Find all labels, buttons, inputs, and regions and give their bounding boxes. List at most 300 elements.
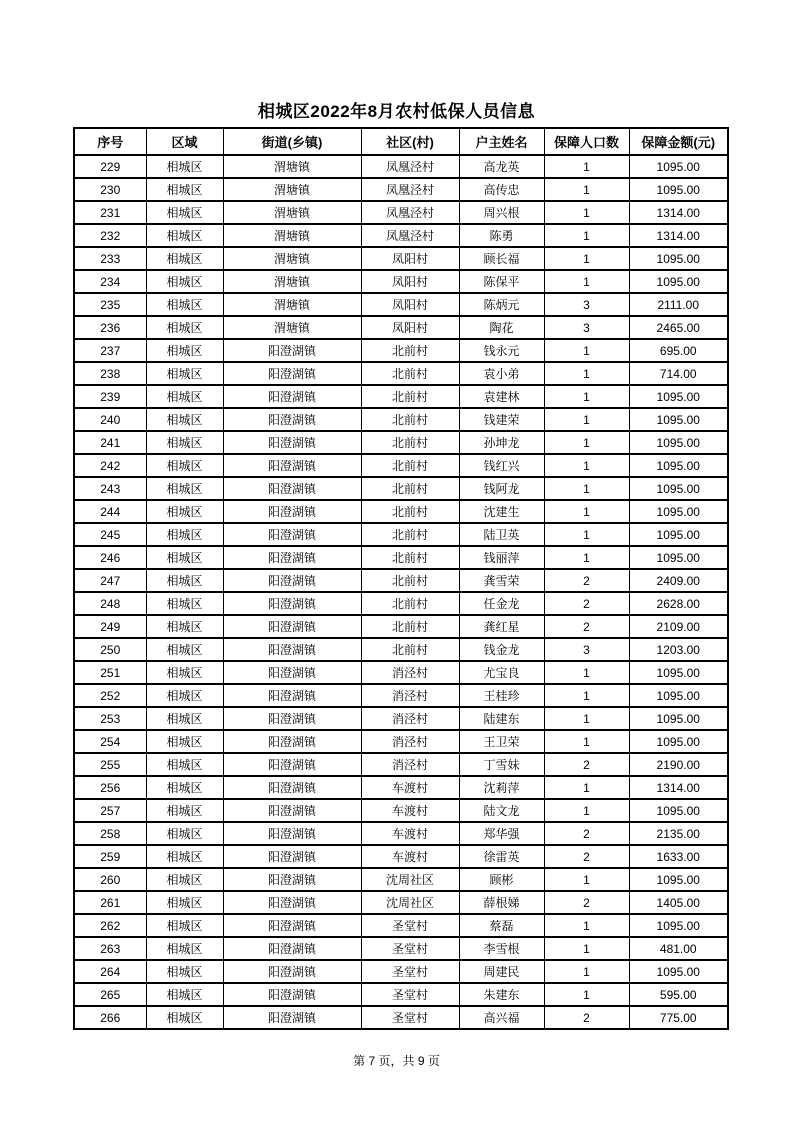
table-cell: 240 <box>74 408 146 431</box>
table-cell: 阳澄湖镇 <box>223 753 361 776</box>
table-cell: 周建民 <box>459 960 544 983</box>
column-header: 保障人口数 <box>544 128 629 155</box>
table-cell: 凤阳村 <box>361 293 459 316</box>
table-cell: 渭塘镇 <box>223 201 361 224</box>
table-cell: 圣堂村 <box>361 914 459 937</box>
table-cell: 陈保平 <box>459 270 544 293</box>
table-row <box>74 983 728 1006</box>
table-cell: 252 <box>74 684 146 707</box>
table-cell: 相城区 <box>146 914 223 937</box>
table-cell: 1095.00 <box>629 546 728 569</box>
table-cell: 1095.00 <box>629 730 728 753</box>
table-cell: 1 <box>544 454 629 477</box>
table-cell: 1095.00 <box>629 270 728 293</box>
table-cell: 1095.00 <box>629 408 728 431</box>
table-cell: 231 <box>74 201 146 224</box>
table-cell: 阳澄湖镇 <box>223 960 361 983</box>
table-cell: 232 <box>74 224 146 247</box>
table-cell: 相城区 <box>146 385 223 408</box>
table-cell: 235 <box>74 293 146 316</box>
table-cell: 238 <box>74 362 146 385</box>
table-cell: 3 <box>544 638 629 661</box>
table-cell: 北前村 <box>361 408 459 431</box>
table-cell: 徐雷英 <box>459 845 544 868</box>
table-cell: 1 <box>544 730 629 753</box>
table-cell: 1 <box>544 546 629 569</box>
table-row <box>74 523 728 546</box>
table-cell: 相城区 <box>146 155 223 178</box>
table-cell: 254 <box>74 730 146 753</box>
table-row <box>74 707 728 730</box>
table-cell: 周兴根 <box>459 201 544 224</box>
table-cell: 顾彬 <box>459 868 544 891</box>
table-cell: 3 <box>544 293 629 316</box>
table-cell: 1 <box>544 937 629 960</box>
table-row <box>74 155 728 178</box>
table-cell: 钱丽萍 <box>459 546 544 569</box>
table-row <box>74 776 728 799</box>
table-row <box>74 868 728 891</box>
table-cell: 695.00 <box>629 339 728 362</box>
table-cell: 2 <box>544 753 629 776</box>
table-cell: 相城区 <box>146 1006 223 1029</box>
table-cell: 1095.00 <box>629 178 728 201</box>
table-cell: 尤宝良 <box>459 661 544 684</box>
table-cell: 王卫荣 <box>459 730 544 753</box>
table-cell: 相城区 <box>146 500 223 523</box>
table-cell: 相城区 <box>146 477 223 500</box>
table-cell: 247 <box>74 569 146 592</box>
table-cell: 相城区 <box>146 753 223 776</box>
table-row <box>74 385 728 408</box>
table-cell: 相城区 <box>146 845 223 868</box>
table-cell: 相城区 <box>146 661 223 684</box>
table-cell: 钱建荣 <box>459 408 544 431</box>
table-row <box>74 1006 728 1029</box>
table-cell: 北前村 <box>361 454 459 477</box>
table-cell: 袁小弟 <box>459 362 544 385</box>
table-cell: 消泾村 <box>361 730 459 753</box>
table-cell: 1 <box>544 339 629 362</box>
table-cell: 阳澄湖镇 <box>223 799 361 822</box>
table-cell: 2 <box>544 615 629 638</box>
table-cell: 阳澄湖镇 <box>223 707 361 730</box>
table-cell: 相城区 <box>146 638 223 661</box>
table-cell: 1095.00 <box>629 960 728 983</box>
table-cell: 凤凰泾村 <box>361 201 459 224</box>
table-cell: 1095.00 <box>629 454 728 477</box>
table-cell: 242 <box>74 454 146 477</box>
table-cell: 相城区 <box>146 247 223 270</box>
table-cell: 北前村 <box>361 385 459 408</box>
table-cell: 相城区 <box>146 707 223 730</box>
table-cell: 北前村 <box>361 431 459 454</box>
table-cell: 230 <box>74 178 146 201</box>
table-cell: 595.00 <box>629 983 728 1006</box>
table-cell: 1095.00 <box>629 523 728 546</box>
column-header: 社区(村) <box>361 128 459 155</box>
table-cell: 郑华强 <box>459 822 544 845</box>
table-row <box>74 339 728 362</box>
table-cell: 1 <box>544 408 629 431</box>
table-cell: 渭塘镇 <box>223 270 361 293</box>
table-cell: 阳澄湖镇 <box>223 1006 361 1029</box>
table-row <box>74 799 728 822</box>
table-cell: 阳澄湖镇 <box>223 638 361 661</box>
table-cell: 阳澄湖镇 <box>223 891 361 914</box>
table-cell: 北前村 <box>361 500 459 523</box>
table-row <box>74 684 728 707</box>
table-cell: 相城区 <box>146 891 223 914</box>
table-cell: 1314.00 <box>629 201 728 224</box>
table-cell: 阳澄湖镇 <box>223 615 361 638</box>
table-cell: 沈莉萍 <box>459 776 544 799</box>
table-cell: 相城区 <box>146 983 223 1006</box>
table-cell: 241 <box>74 431 146 454</box>
table-cell: 251 <box>74 661 146 684</box>
table-row <box>74 914 728 937</box>
table-cell: 北前村 <box>361 477 459 500</box>
table-cell: 1095.00 <box>629 385 728 408</box>
table-cell: 相城区 <box>146 178 223 201</box>
table-cell: 相城区 <box>146 868 223 891</box>
table-cell: 1095.00 <box>629 707 728 730</box>
table-cell: 渭塘镇 <box>223 293 361 316</box>
table-cell: 王桂珍 <box>459 684 544 707</box>
table-cell: 1 <box>544 914 629 937</box>
table-cell: 凤凰泾村 <box>361 178 459 201</box>
table-row <box>74 362 728 385</box>
table-cell: 3 <box>544 316 629 339</box>
table-row <box>74 224 728 247</box>
table-cell: 相城区 <box>146 523 223 546</box>
table-cell: 阳澄湖镇 <box>223 776 361 799</box>
table-row <box>74 638 728 661</box>
table-cell: 阳澄湖镇 <box>223 477 361 500</box>
table-cell: 266 <box>74 1006 146 1029</box>
table-cell: 阳澄湖镇 <box>223 500 361 523</box>
table-cell: 相城区 <box>146 937 223 960</box>
table-row <box>74 178 728 201</box>
table-cell: 248 <box>74 592 146 615</box>
table-cell: 凤阳村 <box>361 270 459 293</box>
table-cell: 北前村 <box>361 546 459 569</box>
table-cell: 1 <box>544 385 629 408</box>
page-title: 相城区2022年8月农村低保人员信息 <box>257 102 536 121</box>
table-cell: 2465.00 <box>629 316 728 339</box>
table-cell: 陆卫英 <box>459 523 544 546</box>
table-cell: 1 <box>544 362 629 385</box>
table-cell: 车渡村 <box>361 822 459 845</box>
table-cell: 1 <box>544 178 629 201</box>
table-cell: 阳澄湖镇 <box>223 914 361 937</box>
column-header: 户主姓名 <box>459 128 544 155</box>
table-cell: 相城区 <box>146 799 223 822</box>
table-cell: 相城区 <box>146 776 223 799</box>
table-cell: 243 <box>74 477 146 500</box>
table-cell: 沈建生 <box>459 500 544 523</box>
table-cell: 236 <box>74 316 146 339</box>
table-cell: 2 <box>544 845 629 868</box>
table-cell: 丁雪妹 <box>459 753 544 776</box>
table-cell: 1 <box>544 523 629 546</box>
table-cell: 1095.00 <box>629 868 728 891</box>
table-cell: 高龙英 <box>459 155 544 178</box>
table-cell: 相城区 <box>146 408 223 431</box>
table-cell: 1203.00 <box>629 638 728 661</box>
table-cell: 相城区 <box>146 546 223 569</box>
table-cell: 高兴福 <box>459 1006 544 1029</box>
table-cell: 顾长福 <box>459 247 544 270</box>
table-row <box>74 431 728 454</box>
table-cell: 259 <box>74 845 146 868</box>
table-cell: 234 <box>74 270 146 293</box>
table-cell: 2111.00 <box>629 293 728 316</box>
table-cell: 相城区 <box>146 592 223 615</box>
table-cell: 阳澄湖镇 <box>223 454 361 477</box>
table-cell: 渭塘镇 <box>223 316 361 339</box>
table-cell: 244 <box>74 500 146 523</box>
table-cell: 相城区 <box>146 201 223 224</box>
table-cell: 渭塘镇 <box>223 224 361 247</box>
table-cell: 相城区 <box>146 454 223 477</box>
table-cell: 阳澄湖镇 <box>223 822 361 845</box>
table-cell: 1 <box>544 500 629 523</box>
table-cell: 凤阳村 <box>361 247 459 270</box>
table-cell: 258 <box>74 822 146 845</box>
table-row <box>74 500 728 523</box>
table-cell: 阳澄湖镇 <box>223 730 361 753</box>
table-row <box>74 408 728 431</box>
table-cell: 1 <box>544 983 629 1006</box>
table-cell: 北前村 <box>361 638 459 661</box>
table-cell: 246 <box>74 546 146 569</box>
table-cell: 凤凰泾村 <box>361 224 459 247</box>
table-cell: 1 <box>544 247 629 270</box>
table-body <box>74 155 728 1029</box>
table-cell: 沈周社区 <box>361 868 459 891</box>
table-cell: 车渡村 <box>361 799 459 822</box>
table-cell: 264 <box>74 960 146 983</box>
table-cell: 233 <box>74 247 146 270</box>
table-cell: 消泾村 <box>361 707 459 730</box>
table-cell: 朱建东 <box>459 983 544 1006</box>
table-cell: 2190.00 <box>629 753 728 776</box>
table-cell: 257 <box>74 799 146 822</box>
table-cell: 阳澄湖镇 <box>223 523 361 546</box>
table-cell: 2 <box>544 1006 629 1029</box>
table-cell: 北前村 <box>361 523 459 546</box>
table-cell: 龚雪荣 <box>459 569 544 592</box>
table-cell: 渭塘镇 <box>223 178 361 201</box>
table-row <box>74 247 728 270</box>
header-row <box>74 128 728 155</box>
table-cell: 阳澄湖镇 <box>223 868 361 891</box>
table-cell: 1 <box>544 477 629 500</box>
table-cell: 1 <box>544 224 629 247</box>
table-cell: 1095.00 <box>629 661 728 684</box>
table-cell: 1095.00 <box>629 799 728 822</box>
table-row <box>74 615 728 638</box>
table-cell: 钱永元 <box>459 339 544 362</box>
table-row <box>74 293 728 316</box>
table-cell: 渭塘镇 <box>223 155 361 178</box>
table-row <box>74 201 728 224</box>
table-row <box>74 845 728 868</box>
table-cell: 阳澄湖镇 <box>223 339 361 362</box>
table-cell: 孙坤龙 <box>459 431 544 454</box>
table-cell: 1 <box>544 661 629 684</box>
table-cell: 阳澄湖镇 <box>223 385 361 408</box>
table-cell: 阳澄湖镇 <box>223 845 361 868</box>
column-header: 保障金额(元) <box>629 128 728 155</box>
table-row <box>74 454 728 477</box>
table-row <box>74 477 728 500</box>
table-cell: 1 <box>544 684 629 707</box>
table-cell: 255 <box>74 753 146 776</box>
table-cell: 消泾村 <box>361 661 459 684</box>
table-cell: 2628.00 <box>629 592 728 615</box>
table-cell: 1633.00 <box>629 845 728 868</box>
table-cell: 北前村 <box>361 569 459 592</box>
table-cell: 陈勇 <box>459 224 544 247</box>
table-cell: 车渡村 <box>361 845 459 868</box>
table-cell: 481.00 <box>629 937 728 960</box>
table-cell: 相城区 <box>146 615 223 638</box>
table-cell: 2 <box>544 569 629 592</box>
table-cell: 相城区 <box>146 293 223 316</box>
table-row <box>74 270 728 293</box>
table-cell: 凤凰泾村 <box>361 155 459 178</box>
table-cell: 2 <box>544 822 629 845</box>
table-row <box>74 546 728 569</box>
table-cell: 265 <box>74 983 146 1006</box>
table-cell: 261 <box>74 891 146 914</box>
table-cell: 相城区 <box>146 569 223 592</box>
table-cell: 陶花 <box>459 316 544 339</box>
table-cell: 2109.00 <box>629 615 728 638</box>
table-cell: 任金龙 <box>459 592 544 615</box>
table-cell: 1095.00 <box>629 155 728 178</box>
table-cell: 沈周社区 <box>361 891 459 914</box>
table-cell: 1095.00 <box>629 247 728 270</box>
table-cell: 相城区 <box>146 730 223 753</box>
table-cell: 262 <box>74 914 146 937</box>
table-cell: 龚红星 <box>459 615 544 638</box>
table-cell: 陆建东 <box>459 707 544 730</box>
table-cell: 阳澄湖镇 <box>223 569 361 592</box>
table-cell: 1095.00 <box>629 477 728 500</box>
table-cell: 714.00 <box>629 362 728 385</box>
table-cell: 消泾村 <box>361 684 459 707</box>
table-cell: 2409.00 <box>629 569 728 592</box>
table-cell: 蔡磊 <box>459 914 544 937</box>
table-cell: 钱金龙 <box>459 638 544 661</box>
table-cell: 阳澄湖镇 <box>223 592 361 615</box>
table-cell: 圣堂村 <box>361 960 459 983</box>
table-cell: 1095.00 <box>629 431 728 454</box>
table-cell: 相城区 <box>146 684 223 707</box>
table-row <box>74 937 728 960</box>
table-row <box>74 569 728 592</box>
table-cell: 1 <box>544 155 629 178</box>
table-cell: 相城区 <box>146 339 223 362</box>
table-cell: 1095.00 <box>629 684 728 707</box>
table-cell: 239 <box>74 385 146 408</box>
table-cell: 229 <box>74 155 146 178</box>
table-cell: 1314.00 <box>629 224 728 247</box>
table-cell: 2 <box>544 891 629 914</box>
table-row <box>74 822 728 845</box>
table-cell: 圣堂村 <box>361 1006 459 1029</box>
table-row <box>74 661 728 684</box>
table-cell: 1 <box>544 707 629 730</box>
table-cell: 钱阿龙 <box>459 477 544 500</box>
table-row <box>74 753 728 776</box>
welfare-roster-table <box>73 127 729 1030</box>
table-cell: 2135.00 <box>629 822 728 845</box>
table-cell: 相城区 <box>146 431 223 454</box>
table-cell: 阳澄湖镇 <box>223 684 361 707</box>
table-row <box>74 960 728 983</box>
table-cell: 1095.00 <box>629 500 728 523</box>
table-cell: 237 <box>74 339 146 362</box>
table-cell: 1 <box>544 799 629 822</box>
page-footer: 第 7 页，共 9 页 <box>353 1054 440 1068</box>
column-header: 街道(乡镇) <box>223 128 361 155</box>
table-cell: 相城区 <box>146 270 223 293</box>
table-cell: 渭塘镇 <box>223 247 361 270</box>
table-cell: 圣堂村 <box>361 983 459 1006</box>
table-cell: 2 <box>544 592 629 615</box>
table-cell: 1 <box>544 776 629 799</box>
table-cell: 相城区 <box>146 224 223 247</box>
table-cell: 263 <box>74 937 146 960</box>
table-cell: 高传忠 <box>459 178 544 201</box>
table-cell: 阳澄湖镇 <box>223 362 361 385</box>
table-cell: 北前村 <box>361 339 459 362</box>
table-cell: 李雪根 <box>459 937 544 960</box>
table-cell: 阳澄湖镇 <box>223 983 361 1006</box>
table-cell: 阳澄湖镇 <box>223 661 361 684</box>
table-cell: 245 <box>74 523 146 546</box>
table-cell: 256 <box>74 776 146 799</box>
table-row <box>74 730 728 753</box>
column-header: 区域 <box>146 128 223 155</box>
table-cell: 相城区 <box>146 822 223 845</box>
table-cell: 1 <box>544 270 629 293</box>
table-cell: 车渡村 <box>361 776 459 799</box>
table-cell: 阳澄湖镇 <box>223 546 361 569</box>
table-cell: 北前村 <box>361 362 459 385</box>
table-cell: 消泾村 <box>361 753 459 776</box>
table-cell: 1 <box>544 960 629 983</box>
table-cell: 凤阳村 <box>361 316 459 339</box>
table-cell: 1314.00 <box>629 776 728 799</box>
table-cell: 相城区 <box>146 316 223 339</box>
column-header: 序号 <box>74 128 146 155</box>
table-cell: 袁建林 <box>459 385 544 408</box>
table-cell: 圣堂村 <box>361 937 459 960</box>
table-cell: 阳澄湖镇 <box>223 431 361 454</box>
table-cell: 薛根娣 <box>459 891 544 914</box>
table-cell: 1 <box>544 431 629 454</box>
table-row <box>74 316 728 339</box>
table-row <box>74 891 728 914</box>
table-cell: 1095.00 <box>629 914 728 937</box>
table-cell: 775.00 <box>629 1006 728 1029</box>
table-cell: 阳澄湖镇 <box>223 408 361 431</box>
